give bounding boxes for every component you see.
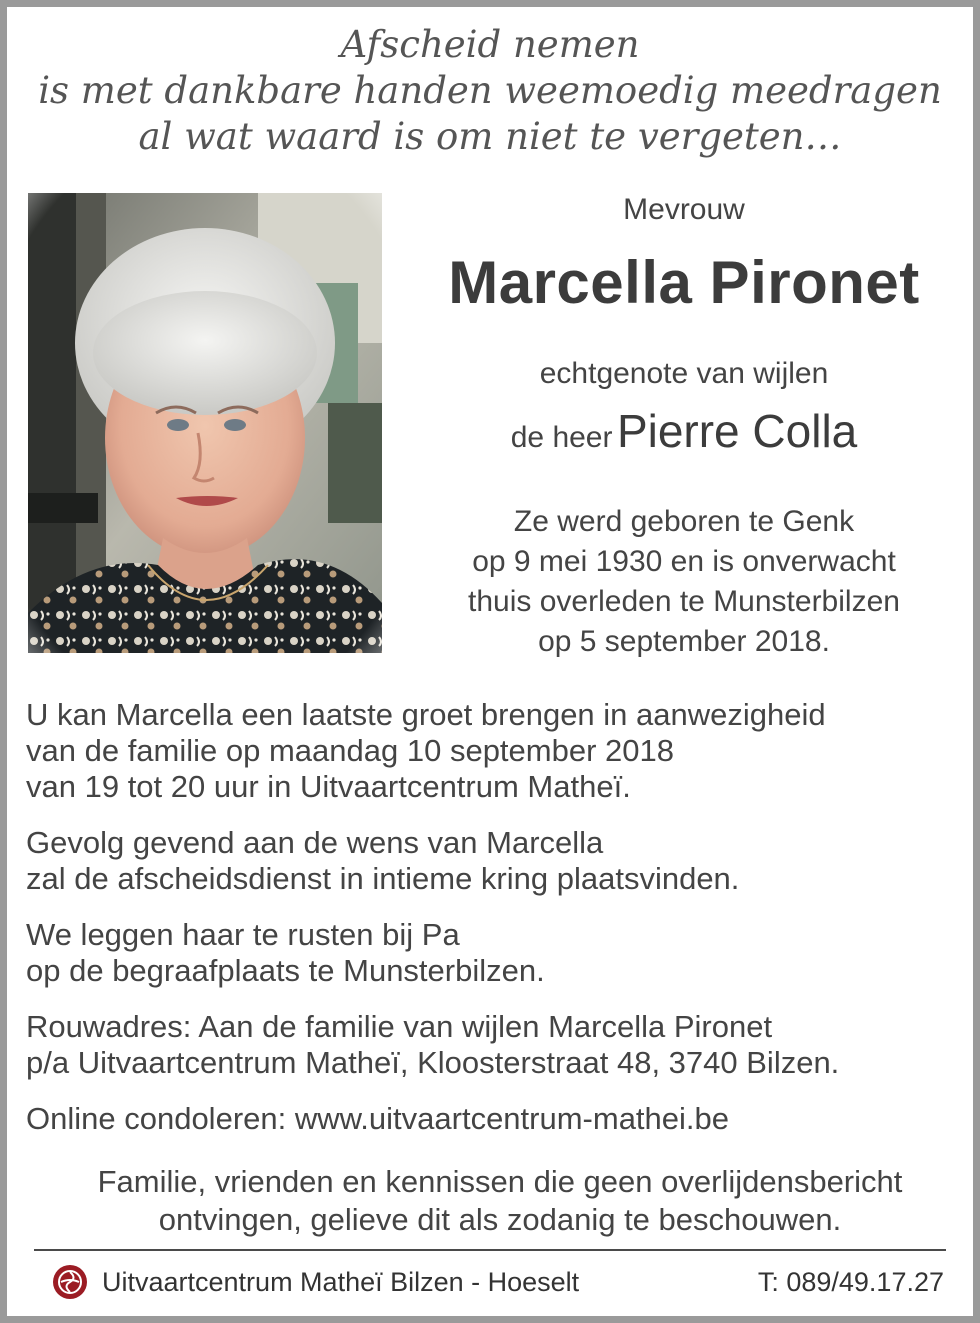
visit-paragraph (26, 697, 966, 805)
burial-line-1: We leggen haar te rusten bij Pa (26, 917, 460, 952)
burial-line-2: op de begraafplaats te Munsterbilzen. (26, 953, 545, 988)
footer-divider (34, 1249, 946, 1251)
burial-paragraph (26, 917, 966, 989)
address-paragraph (26, 1009, 966, 1081)
closing-notice (0, 1163, 980, 1239)
honorific: Mevrouw (623, 193, 745, 226)
spouse-row (408, 404, 960, 458)
service-line-2: zal de afscheidsdienst in intieme kring plaatsvinden. (26, 861, 740, 896)
biography (408, 502, 960, 662)
deceased-name: Marcella Pironet (448, 249, 920, 316)
relation-line: echtgenote van wijlen (539, 357, 829, 390)
online-condolence-text: Online condoleren: www.uitvaartcentrum-mathei.be (26, 1101, 730, 1136)
opening-verse (0, 22, 980, 160)
verse-line-1: Afscheid nemen (340, 23, 640, 66)
service-paragraph (26, 825, 966, 897)
funeral-home-phone: T: 089/49.17.27 (757, 1267, 944, 1297)
bio-line-4: op 5 september 2018. (538, 625, 830, 658)
rose-logo-icon (52, 1264, 88, 1300)
visit-line-3: van 19 tot 20 uur in Uitvaartcentrum Matheï. (26, 769, 631, 804)
address-line-1: Rouwadres: Aan de familie van wijlen Marcella Pironet (26, 1009, 773, 1044)
bio-line-2: op 9 mei 1930 en is onverwacht (472, 545, 896, 578)
funeral-home-name: Uitvaartcentrum Matheï Bilzen - Hoeselt (102, 1267, 580, 1297)
service-line-1: Gevolg gevend aan de wens van Marcella (26, 825, 604, 860)
bio-line-1: Ze werd geboren te Genk (513, 505, 855, 538)
notice-line-1: Familie, vrienden en kennissen die geen overlijdensbericht (97, 1164, 903, 1199)
deceased-heading (408, 190, 960, 458)
visit-line-2: van de familie op maandag 10 september 2018 (26, 733, 674, 768)
spouse-name: Pierre Colla (616, 405, 858, 457)
portrait-photo (28, 193, 382, 653)
verse-line-2: is met dankbare handen weemoedig meedragen (38, 69, 942, 112)
spouse-prefix: de heer (510, 421, 613, 454)
verse-line-3: al wat waard is om niet te vergeten… (138, 115, 842, 158)
visit-line-1: U kan Marcella een laatste groet brengen in aanwezigheid (26, 697, 826, 732)
notice-line-2: ontvingen, gelieve dit als zodanig te beschouwen. (158, 1202, 842, 1237)
bio-line-3: thuis overleden te Munsterbilzen (468, 585, 900, 618)
announcement-body (26, 697, 966, 1157)
address-line-2: p/a Uitvaartcentrum Matheï, Kloosterstraat 48, 3740 Bilzen. (26, 1045, 840, 1080)
footer (52, 1262, 944, 1302)
online-condolence (26, 1101, 966, 1137)
